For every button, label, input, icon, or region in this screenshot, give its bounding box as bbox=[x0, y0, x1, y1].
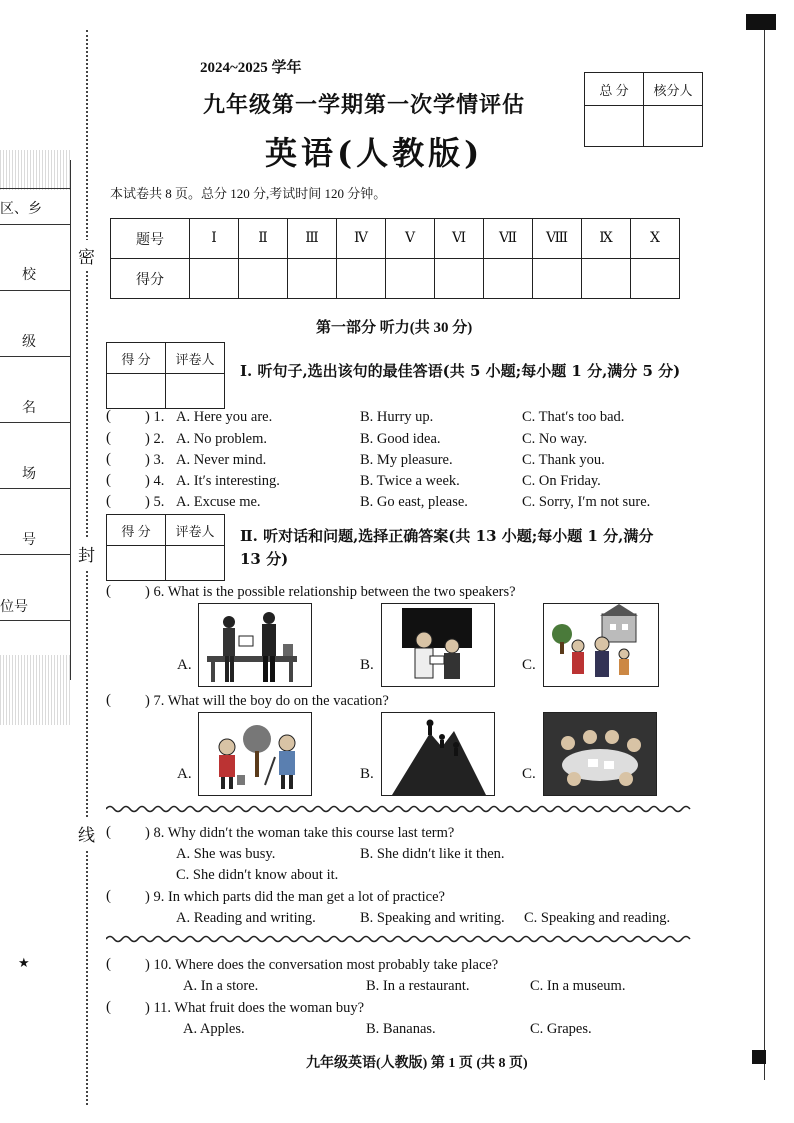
question-number: ) 5. bbox=[145, 494, 165, 510]
family-illustration bbox=[544, 604, 658, 686]
option-a: A. It′s interesting. bbox=[176, 473, 280, 489]
column-header: Ⅹ bbox=[631, 219, 680, 259]
score-cell[interactable] bbox=[631, 259, 680, 299]
column-header: Ⅴ bbox=[386, 219, 435, 259]
option-b-label: B. bbox=[360, 657, 374, 673]
column-header: Ⅳ bbox=[337, 219, 386, 259]
answer-blank[interactable]: ( bbox=[106, 451, 111, 467]
picture-teacher-student[interactable] bbox=[381, 603, 495, 687]
climbing-illustration bbox=[382, 713, 494, 795]
column-header: Ⅶ bbox=[484, 219, 533, 259]
grader-box-section2 bbox=[106, 514, 225, 581]
option-c: C. Speaking and reading. bbox=[524, 910, 671, 926]
answer-blank[interactable]: ( bbox=[106, 692, 111, 708]
option-c: C. She didn′t know about it. bbox=[176, 867, 339, 883]
option-b: B. Go east, please. bbox=[360, 494, 468, 510]
option-c: C. That′s too bad. bbox=[522, 409, 625, 425]
option-a: A. No problem. bbox=[176, 431, 268, 447]
score-cell[interactable] bbox=[288, 259, 337, 299]
option-b: B. Speaking and writing. bbox=[360, 910, 505, 926]
score-table bbox=[110, 218, 680, 299]
score-cell[interactable] bbox=[337, 259, 386, 299]
column-header: Ⅷ bbox=[533, 219, 582, 259]
strip-divider bbox=[0, 620, 70, 621]
strip-divider bbox=[0, 290, 70, 291]
picture-office-colleagues[interactable] bbox=[198, 603, 312, 687]
checker-cell[interactable] bbox=[644, 106, 703, 147]
option-b: B. In a restaurant. bbox=[366, 978, 470, 994]
option-a: A. Never mind. bbox=[176, 452, 267, 468]
answer-blank[interactable]: ( bbox=[106, 956, 111, 972]
section1-title: Ⅰ. 听句子,选出该句的最佳答语(共 5 小题;每小题 1 分,满分 5 分) bbox=[240, 362, 681, 380]
page-footer: 九年级英语(人教版) 第 1 页 (共 8 页) bbox=[306, 1056, 528, 1071]
total-score-box bbox=[584, 72, 703, 147]
scan-noise bbox=[0, 655, 70, 725]
school-year: 2024~2025 学年 bbox=[200, 60, 302, 76]
option-c: C. Grapes. bbox=[530, 1021, 592, 1037]
answer-blank[interactable]: ( bbox=[106, 430, 111, 446]
grader-name-cell[interactable] bbox=[166, 546, 225, 581]
scan-noise bbox=[0, 150, 70, 190]
column-header: Ⅵ bbox=[435, 219, 484, 259]
question-number: ) 1. bbox=[145, 409, 165, 425]
score-cell[interactable] bbox=[582, 259, 631, 299]
wave-separator bbox=[106, 934, 694, 944]
option-c: C. No way. bbox=[522, 431, 588, 447]
strip-label-seat: 位号 bbox=[0, 600, 28, 615]
grader-score-cell[interactable] bbox=[107, 374, 166, 409]
strip-divider bbox=[0, 224, 70, 225]
question-7-text: ) 7. What will the boy do on the vacation? bbox=[145, 693, 389, 709]
registration-mark bbox=[752, 1050, 766, 1064]
seal-char-xian: 线 bbox=[78, 818, 95, 849]
option-a: A. Excuse me. bbox=[176, 494, 261, 510]
grader-box-section1 bbox=[106, 342, 225, 409]
planting-illustration bbox=[199, 713, 311, 795]
strip-label-school: 校 bbox=[22, 268, 36, 283]
option-c: C. In a museum. bbox=[530, 978, 626, 994]
option-c-label: C. bbox=[522, 766, 536, 782]
classroom-illustration bbox=[382, 604, 494, 686]
option-a: A. She was busy. bbox=[176, 846, 276, 862]
strip-label-name: 名 bbox=[22, 401, 36, 416]
section2-title: Ⅱ. 听对话和问题,选择正确答案(共 13 小题;每小题 1 分,满分 bbox=[240, 527, 654, 545]
question-9-text: ) 9. In which parts did the man get a lot of practice? bbox=[145, 889, 445, 905]
picture-planting-trees[interactable] bbox=[198, 712, 312, 796]
column-header: Ⅰ bbox=[190, 219, 239, 259]
score-cell[interactable] bbox=[435, 259, 484, 299]
score-cell[interactable] bbox=[386, 259, 435, 299]
wave-separator bbox=[106, 804, 694, 814]
registration-mark bbox=[746, 14, 776, 30]
strip-label-room: 场 bbox=[22, 467, 36, 482]
strip-border bbox=[70, 160, 71, 680]
right-margin-line bbox=[764, 30, 765, 1080]
option-a: A. Reading and writing. bbox=[176, 910, 316, 926]
column-header: Ⅲ bbox=[288, 219, 337, 259]
part-one-title: 第一部分 听力(共 30 分) bbox=[316, 320, 473, 336]
answer-blank[interactable]: ( bbox=[106, 493, 111, 509]
option-b: B. She didn′t like it then. bbox=[360, 846, 505, 862]
column-header: Ⅸ bbox=[582, 219, 631, 259]
strip-divider bbox=[0, 422, 70, 423]
option-b-label: B. bbox=[360, 766, 374, 782]
grader-score-label: 得 分 bbox=[107, 343, 166, 374]
question-6-text: ) 6. What is the possible relationship between the two speakers? bbox=[145, 584, 516, 600]
score-cell[interactable] bbox=[239, 259, 288, 299]
question-11-text: ) 11. What fruit does the woman buy? bbox=[145, 1000, 365, 1016]
score-cell[interactable] bbox=[533, 259, 582, 299]
seal-char-mi: 密 bbox=[78, 240, 95, 271]
answer-blank[interactable]: ( bbox=[106, 999, 111, 1015]
option-b: B. Bananas. bbox=[366, 1021, 436, 1037]
question-8-text: ) 8. Why didn′t the woman take this course last term? bbox=[145, 825, 455, 841]
strip-label-number: 号 bbox=[22, 533, 36, 548]
score-label: 得分 bbox=[111, 259, 190, 299]
grader-score-cell[interactable] bbox=[107, 546, 166, 581]
option-c-label: C. bbox=[522, 657, 536, 673]
strip-label-district: 区、乡 bbox=[0, 202, 42, 217]
option-c: C. Thank you. bbox=[522, 452, 605, 468]
strip-divider bbox=[0, 488, 70, 489]
seal-char-feng: 封 bbox=[78, 538, 95, 569]
answer-blank[interactable]: ( bbox=[106, 824, 111, 840]
question-number: ) 2. bbox=[145, 431, 165, 447]
answer-blank[interactable]: ( bbox=[106, 472, 111, 488]
office-illustration bbox=[199, 604, 311, 686]
picture-mountain-climbing[interactable] bbox=[381, 712, 495, 796]
option-c: C. Sorry, I′m not sure. bbox=[522, 494, 651, 510]
answer-blank[interactable]: ( bbox=[106, 408, 111, 424]
strip-divider bbox=[0, 554, 70, 555]
option-b: B. Good idea. bbox=[360, 431, 441, 447]
option-c: C. On Friday. bbox=[522, 473, 601, 489]
strip-divider bbox=[0, 188, 70, 189]
score-cell[interactable] bbox=[484, 259, 533, 299]
star-mark: ★ bbox=[18, 955, 30, 970]
subject-title: 英语(人教版) bbox=[265, 134, 484, 172]
total-score-cell[interactable] bbox=[585, 106, 644, 147]
option-a: A. In a store. bbox=[183, 978, 259, 994]
column-header: Ⅱ bbox=[239, 219, 288, 259]
question-number-label: 题号 bbox=[111, 219, 190, 259]
option-a-label: A. bbox=[177, 766, 192, 782]
strip-divider bbox=[0, 356, 70, 357]
option-b: B. My pleasure. bbox=[360, 452, 453, 468]
question-number: ) 3. bbox=[145, 452, 165, 468]
grader-name-label: 评卷人 bbox=[166, 515, 225, 546]
grader-name-label: 评卷人 bbox=[166, 343, 225, 374]
checker-label: 核分人 bbox=[644, 73, 703, 106]
option-b: B. Hurry up. bbox=[360, 409, 434, 425]
grader-name-cell[interactable] bbox=[166, 374, 225, 409]
exam-notice: 本试卷共 8 页。总分 120 分,考试时间 120 分钟。 bbox=[110, 186, 387, 201]
option-a-label: A. bbox=[177, 657, 192, 673]
option-b: B. Twice a week. bbox=[360, 473, 460, 489]
score-cell[interactable] bbox=[190, 259, 239, 299]
picture-group-study[interactable] bbox=[543, 712, 657, 796]
answer-blank[interactable]: ( bbox=[106, 888, 111, 904]
grader-score-label: 得 分 bbox=[107, 515, 166, 546]
exam-title: 九年级第一学期第一次学情评估 bbox=[203, 92, 526, 118]
study-group-illustration bbox=[544, 713, 656, 795]
option-a: A. Here you are. bbox=[176, 409, 273, 425]
section2-title-cont: 13 分) bbox=[240, 550, 289, 568]
question-number: ) 4. bbox=[145, 473, 165, 489]
picture-family-outdoors[interactable] bbox=[543, 603, 659, 687]
strip-label-class: 级 bbox=[22, 335, 36, 350]
question-10-text: ) 10. Where does the conversation most probably take place? bbox=[145, 957, 499, 973]
answer-blank[interactable]: ( bbox=[106, 583, 111, 599]
option-a: A. Apples. bbox=[183, 1021, 245, 1037]
total-score-label: 总 分 bbox=[585, 73, 644, 106]
